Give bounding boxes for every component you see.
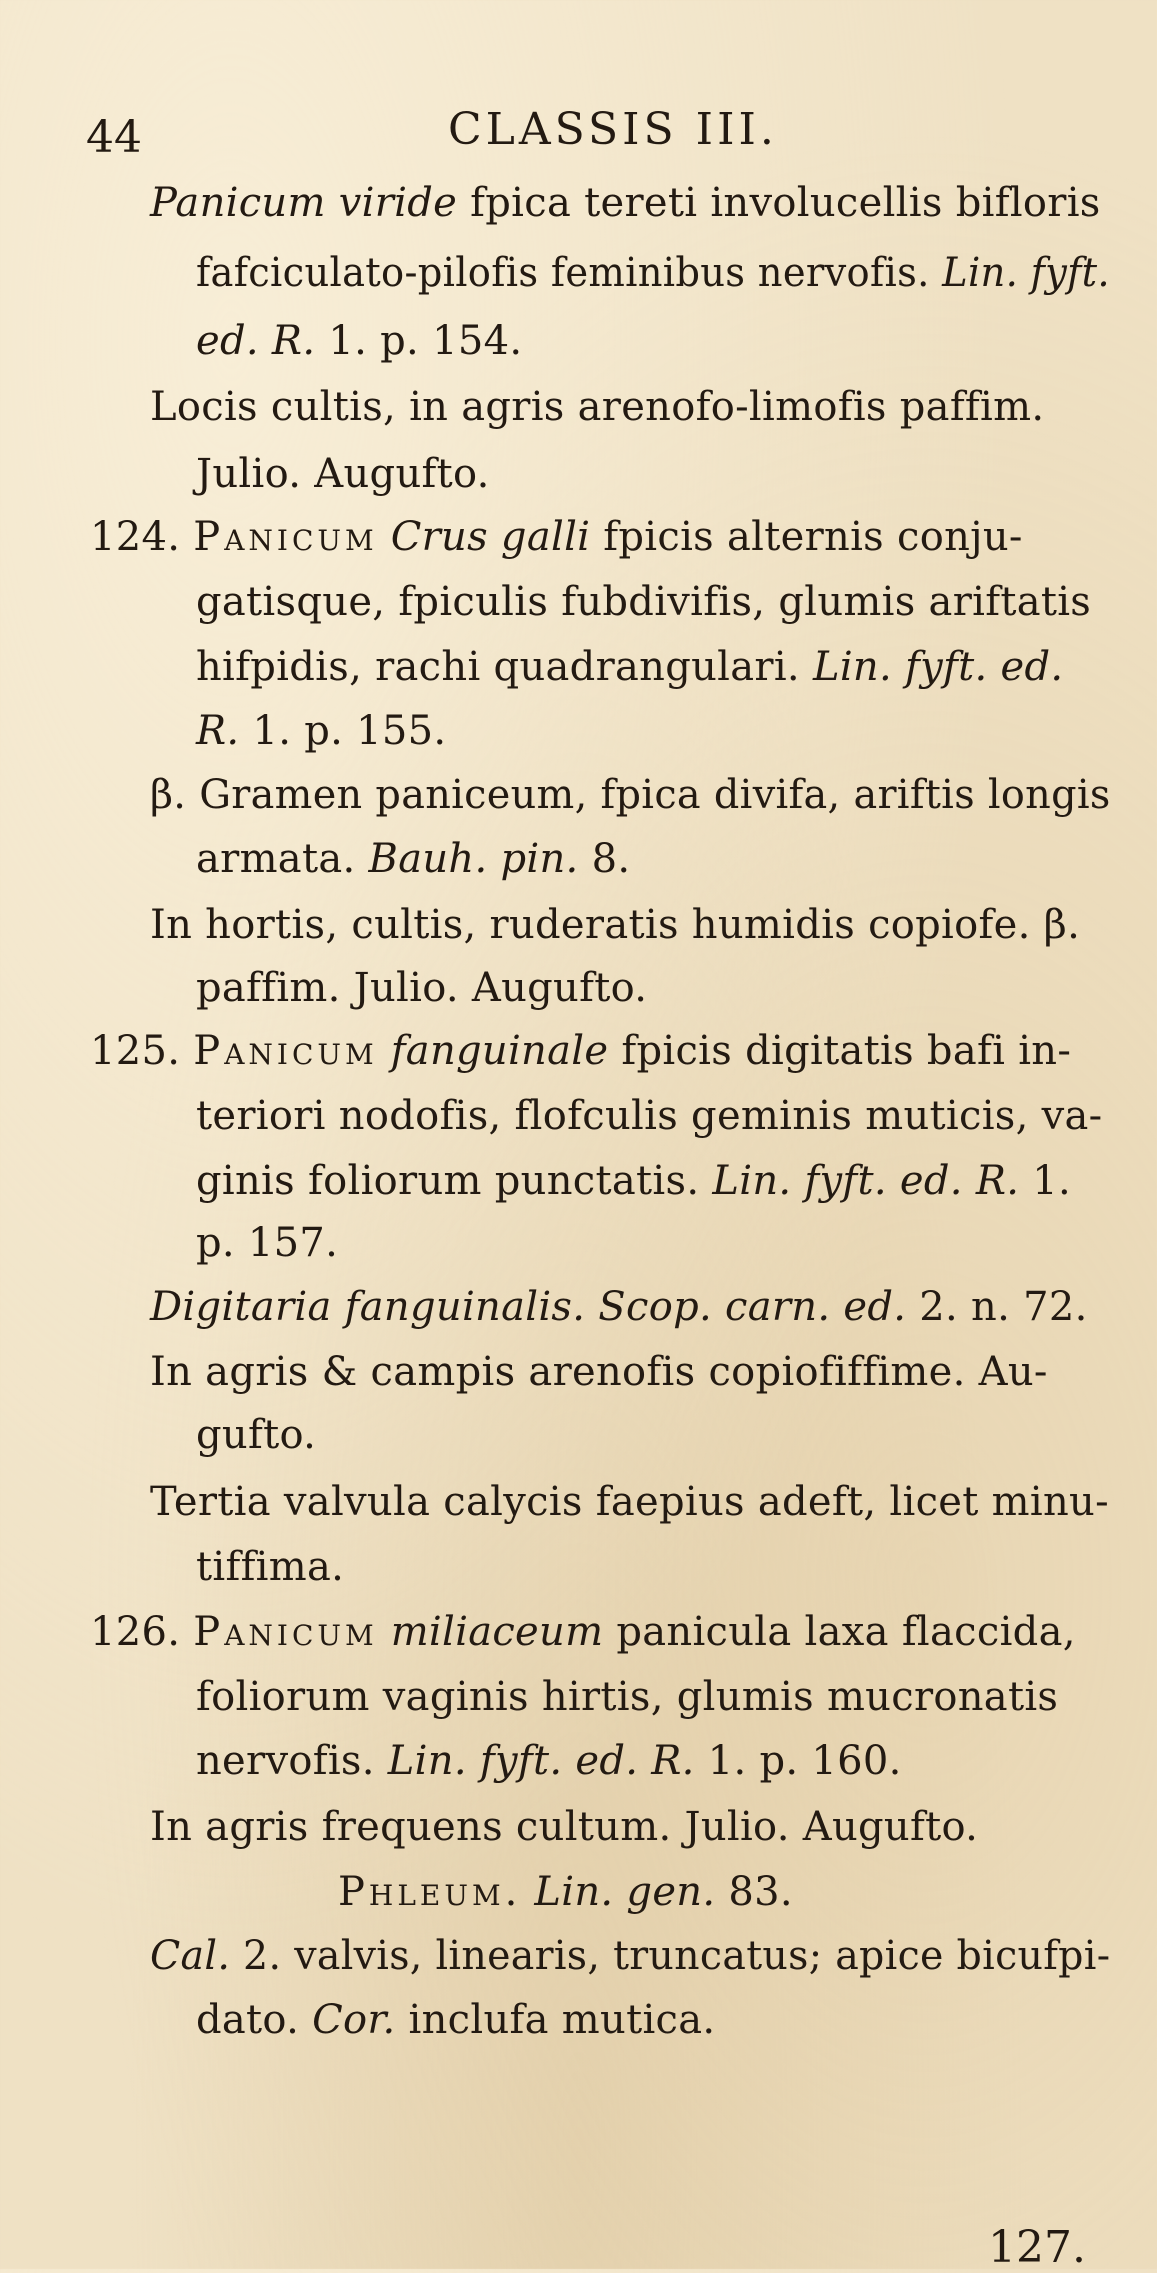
text-run: In agris & campis arenofis copiofiffime. Au- bbox=[150, 1349, 1048, 1395]
text-run: In agris frequens cultum. Julio. Augufto. bbox=[150, 1804, 979, 1850]
text-line bbox=[196, 708, 447, 754]
text-line bbox=[196, 965, 648, 1011]
text-line bbox=[196, 1674, 1059, 1720]
text-line bbox=[90, 1609, 1076, 1655]
text-run: Tertia valvula calycis faepius adeft, licet minu- bbox=[150, 1479, 1109, 1525]
text-line bbox=[150, 772, 1111, 818]
text-run: 126. bbox=[90, 1609, 194, 1655]
text-line bbox=[196, 1412, 317, 1458]
genus-name: Panicum bbox=[193, 1028, 378, 1074]
text-line bbox=[196, 579, 1092, 625]
italic-text: Crus galli bbox=[390, 514, 591, 560]
text-line bbox=[150, 1284, 1088, 1330]
text-run: 1. p. 154. bbox=[315, 318, 523, 364]
text-line bbox=[90, 514, 1023, 560]
text-run: inclufa mutica. bbox=[395, 1997, 716, 2043]
text-run: In hortis, cultis, ruderatis humidis copiofe. β. bbox=[150, 902, 1081, 948]
text-line bbox=[196, 1544, 345, 1590]
text-run: fpica tereti involucellis bifloris bbox=[457, 180, 1101, 226]
text-line bbox=[196, 1220, 339, 1266]
italic-text: Lin. fyft. ed. bbox=[812, 644, 1064, 690]
italic-text: Lin. fyft. bbox=[942, 250, 1110, 296]
text-run: fafciculato-pilofis feminibus nervofis. bbox=[196, 250, 943, 296]
text-run: 8. bbox=[578, 836, 631, 882]
text-run: foliorum vaginis hirtis, glumis mucronatis bbox=[196, 1674, 1059, 1720]
text-run: 1. p. 160. bbox=[694, 1738, 902, 1784]
text-line bbox=[196, 644, 1064, 690]
text-line bbox=[150, 384, 1045, 430]
text-line bbox=[150, 180, 1101, 226]
text-run: Locis cultis, in agris arenofo-limofis paffim. bbox=[150, 384, 1045, 430]
text-run: nervofis. bbox=[196, 1738, 388, 1784]
italic-text: Digitaria fanguinalis. Scop. carn. ed. bbox=[150, 1284, 907, 1330]
genus-name: Phleum. bbox=[338, 1869, 522, 1915]
text-run bbox=[378, 1028, 391, 1074]
text-run: fpicis digitatis bafi in- bbox=[608, 1028, 1072, 1074]
text-run: hifpidis, rachi quadrangulari. bbox=[196, 644, 813, 690]
italic-text: miliaceum bbox=[390, 1609, 604, 1655]
text-run: 125. bbox=[90, 1028, 194, 1074]
text-run: fpicis alternis conju- bbox=[590, 514, 1023, 560]
text-run: panicula laxa flaccida, bbox=[603, 1609, 1076, 1655]
text-line bbox=[196, 250, 1110, 296]
text-line bbox=[196, 1997, 716, 2043]
italic-text: Lin. fyft. ed. R. bbox=[712, 1158, 1020, 1204]
text-run bbox=[521, 1869, 534, 1915]
text-line bbox=[150, 1804, 979, 1850]
page-number: 44 bbox=[86, 112, 142, 163]
text-run: paffim. Julio. Augufto. bbox=[196, 965, 648, 1011]
text-run: armata. bbox=[196, 836, 369, 882]
genus-name: Panicum bbox=[193, 514, 378, 560]
text-line bbox=[196, 451, 490, 497]
italic-text: Lin. fyft. ed. R. bbox=[387, 1738, 695, 1784]
text-run: β. Gramen paniceum, fpica divifa, ariftis longis bbox=[150, 772, 1111, 818]
text-line bbox=[150, 1479, 1109, 1525]
italic-text: Bauh. pin. bbox=[368, 836, 579, 882]
text-run: gatisque, fpiculis fubdivifis, glumis ariftatis bbox=[196, 579, 1092, 625]
text-line bbox=[90, 1028, 1072, 1074]
text-run: 83. bbox=[715, 1869, 793, 1915]
text-line bbox=[196, 1738, 902, 1784]
text-run: gufto. bbox=[196, 1412, 317, 1458]
text-run: tiffima. bbox=[196, 1544, 345, 1590]
text-run: 124. bbox=[90, 514, 194, 560]
text-line bbox=[150, 1349, 1048, 1395]
italic-text: R. bbox=[196, 708, 240, 754]
catchword: 127. bbox=[988, 2222, 1086, 2273]
text-run: p. 157. bbox=[196, 1220, 339, 1266]
text-run: 1. p. 155. bbox=[239, 708, 447, 754]
italic-text: Lin. gen. bbox=[534, 1869, 716, 1915]
italic-text: Cor. bbox=[312, 1997, 396, 2043]
running-title: CLASSIS III. bbox=[448, 104, 778, 155]
text-line bbox=[338, 1869, 793, 1915]
text-line bbox=[196, 1158, 1072, 1204]
text-line bbox=[196, 836, 631, 882]
italic-text: Cal. bbox=[150, 1933, 231, 1979]
italic-text: Panicum viride bbox=[150, 180, 458, 226]
text-run bbox=[378, 514, 391, 560]
text-run: Julio. Augufto. bbox=[196, 451, 490, 497]
text-run: 2. valvis, linearis, truncatus; apice bicufpi- bbox=[230, 1933, 1111, 1979]
genus-name: Panicum bbox=[193, 1609, 378, 1655]
italic-text: ed. R. bbox=[196, 318, 316, 364]
text-line bbox=[196, 1093, 1103, 1139]
text-run: ginis foliorum punctatis. bbox=[196, 1158, 713, 1204]
text-run: 1. bbox=[1019, 1158, 1072, 1204]
text-line bbox=[150, 902, 1081, 948]
text-run: teriori nodofis, flofculis geminis muticis, va- bbox=[196, 1093, 1103, 1139]
text-run: 2. n. 72. bbox=[906, 1284, 1088, 1330]
text-line bbox=[150, 1933, 1111, 1979]
text-run bbox=[378, 1609, 391, 1655]
text-run: dato. bbox=[196, 1997, 313, 2043]
text-line bbox=[196, 318, 523, 364]
italic-text: fanguinale bbox=[390, 1028, 609, 1074]
